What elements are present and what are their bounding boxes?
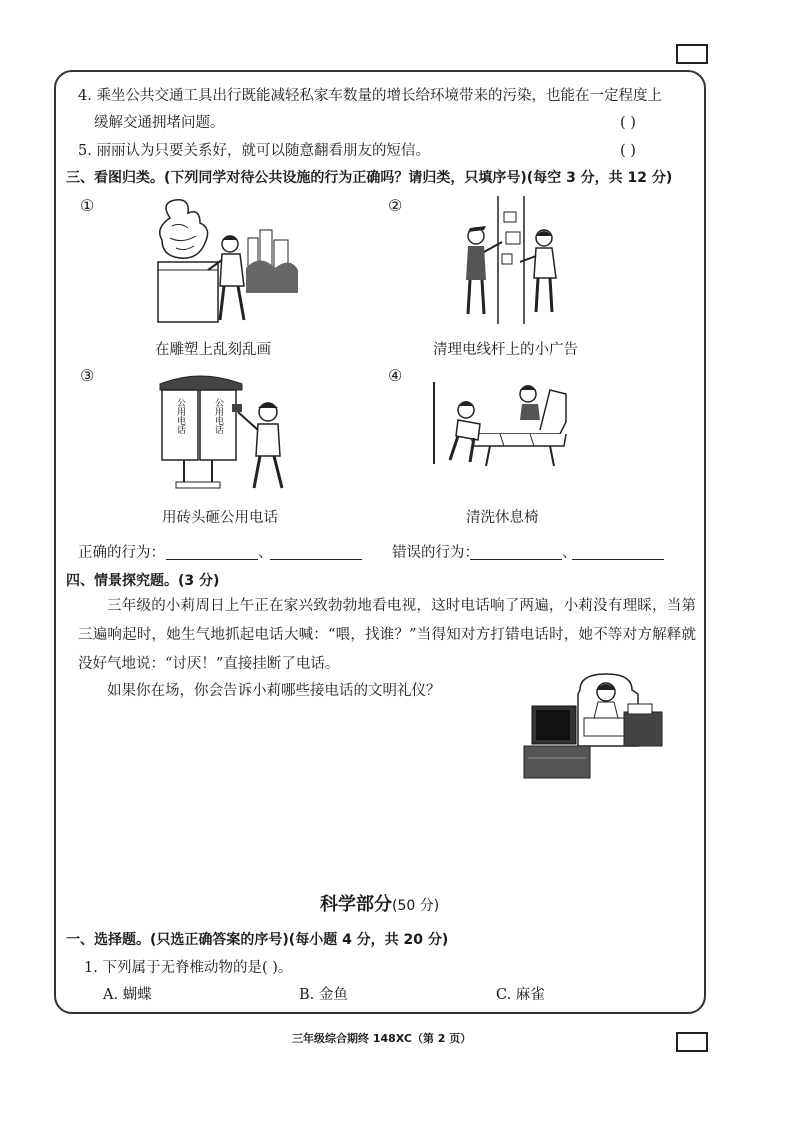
- section-4-title: 四、情景探究题。(3 分): [66, 573, 220, 589]
- corner-box-top: [676, 44, 708, 64]
- section-4-question: 如果你在场，你会告诉小莉哪些接电话的文明礼仪？: [107, 683, 441, 699]
- option-c[interactable]: C. 麻雀: [496, 987, 545, 1003]
- picture-number-1: ①: [80, 196, 95, 215]
- question-4-line2: 缓解交通拥堵问题。: [94, 115, 225, 131]
- wrong-behavior-label: 错误的行为：: [392, 545, 479, 561]
- option-b[interactable]: B. 金鱼: [299, 987, 348, 1003]
- science-question-1: 1. 下列属于无脊椎动物的是( )。: [84, 960, 293, 976]
- correct-blank-2[interactable]: [270, 545, 362, 560]
- phone-sign-right: 公用电话: [213, 398, 223, 434]
- question-4-line1: 4. 乘坐公共交通工具出行既能减轻私家车数量的增长给环境带来的污染，也能在一定程度上: [78, 88, 662, 104]
- science-title-text: 科学部分: [320, 894, 392, 915]
- corner-box-bottom: [676, 1032, 708, 1052]
- bench-washing-illustration: [430, 374, 570, 474]
- pole-cleaning-illustration: [458, 196, 568, 326]
- correct-separator: 、: [258, 545, 273, 561]
- science-score: (50 分): [392, 898, 440, 914]
- answer-paren-4[interactable]: ( ): [620, 115, 636, 131]
- option-a[interactable]: A. 蝴蝶: [103, 987, 152, 1003]
- wrong-blank-1[interactable]: [470, 545, 562, 560]
- answer-paren-5[interactable]: ( ): [620, 143, 636, 159]
- girl-watching-tv-illustration: [520, 660, 665, 785]
- picture-number-2: ②: [388, 196, 403, 215]
- page-footer: 三年级综合期终 148XC（第 2 页）: [292, 1032, 472, 1045]
- correct-blank-1[interactable]: [166, 545, 258, 560]
- section-3-title: 三、看图归类。(下列同学对待公共设施的行为正确吗？请归类，只填序号)(每空 3 分，共 12 分): [66, 170, 673, 186]
- public-phone-illustration: [150, 372, 300, 497]
- picture-caption-2: 清理电线杆上的小广告: [433, 342, 578, 358]
- picture-number-4: ④: [388, 366, 403, 385]
- phone-sign-left: 公用电话: [175, 398, 185, 434]
- science-section-1-title: 一、选择题。(只选正确答案的序号)(每小题 4 分，共 20 分): [66, 932, 449, 948]
- wrong-separator: 、: [562, 545, 577, 561]
- picture-caption-1: 在雕塑上乱刻乱画: [155, 342, 271, 358]
- picture-number-3: ③: [80, 366, 95, 385]
- sculpture-carving-illustration: [150, 198, 300, 328]
- science-section-title: [320, 890, 439, 916]
- question-5: 5. 丽丽认为只要关系好，就可以随意翻看朋友的短信。: [78, 143, 430, 159]
- picture-caption-4: 清洗休息椅: [466, 510, 539, 526]
- wrong-blank-2[interactable]: [572, 545, 664, 560]
- picture-caption-3: 用砖头砸公用电话: [162, 510, 278, 526]
- section-4-scenario: 三年级的小莉周日上午正在家兴致勃勃地看电视，这时电话响了两遍，小莉没有理睬，当第三遍响起时，她生气地抓起电话大喊：“喂，找谁？”当得知对方打错电话时，她不等对方解释就没好气地说：“讨厌！”直接挂断了电话。: [78, 598, 696, 672]
- correct-behavior-label: 正确的行为：: [78, 545, 165, 561]
